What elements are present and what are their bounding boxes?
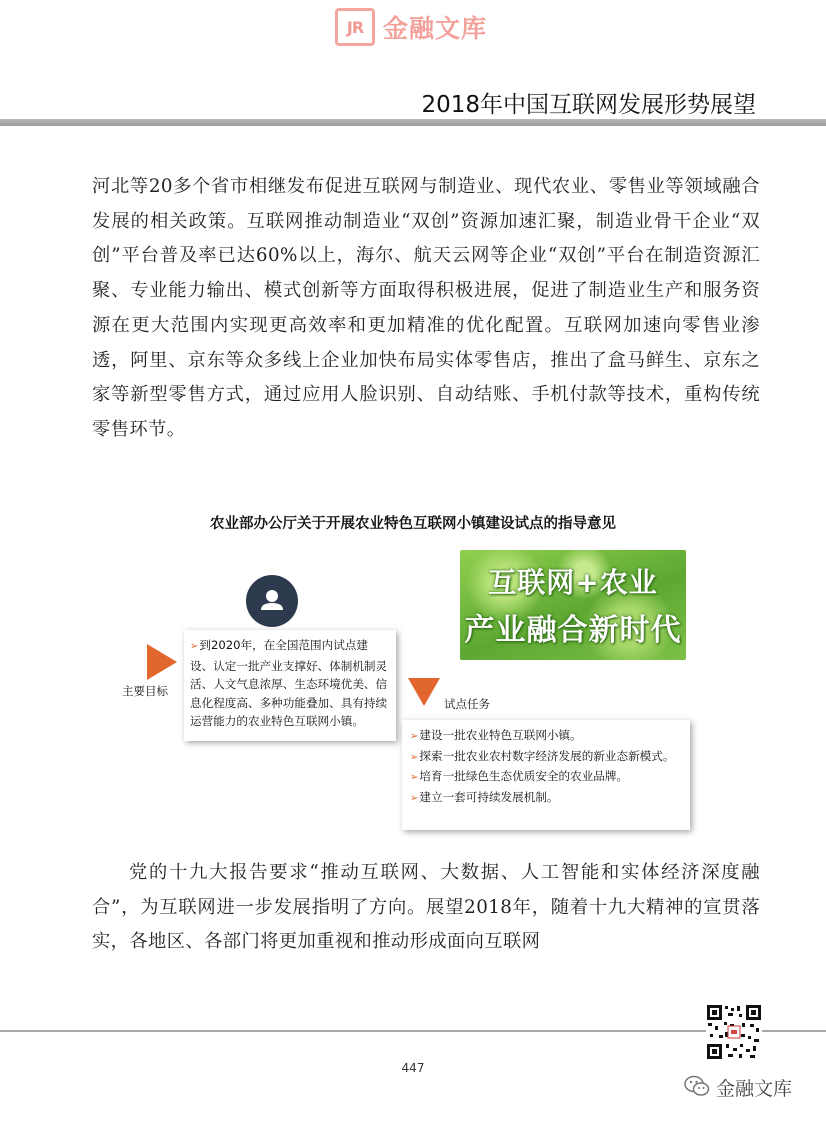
- body-paragraph-2: 党的十九大报告要求“推动互联网、大数据、人工智能和实体经济深度融合”，为互联网进一步发展指明了方向。展望2018年，随着十九大精神的宣贯落实，各地区、各部门将更加重视和推动形成面向互联网: [92, 862, 760, 953]
- wechat-account-name: 金融文库: [716, 1078, 793, 1100]
- goal-arrow-icon: [147, 644, 177, 680]
- bullet-icon: ➢: [410, 731, 419, 742]
- goal-label: 主要目标: [122, 684, 168, 698]
- figure-title: 农业部办公厅关于开展农业特色互联网小镇建设试点的指导意见: [210, 516, 616, 532]
- banner-line-2: 产业融合新时代: [464, 613, 682, 648]
- brand-name: 金融文库: [383, 14, 488, 43]
- bullet-icon: ➢: [410, 792, 419, 804]
- brand-logo: [335, 6, 487, 48]
- list-item: ➢培育一批绿色生态优质安全的农业品牌。: [410, 769, 629, 783]
- brand-logo-icon: JR: [335, 8, 375, 46]
- task-arrow-icon: [408, 678, 440, 706]
- list-item: ➢建立一套可持续发展机制。: [410, 789, 559, 804]
- body-paragraph-1: 河北等20多个省市相继发布促进互联网与制造业、现代农业、零售业等领域融合发展的相关政策。互联网推动制造业“双创”资源加速汇聚，制造业骨干企业“双创”平台普及率已达60%以上，海尔、航天云网等企业“双创”平台在制造资源汇聚、专业能力输出、模式创新等方面取得积极进展，促进了制造业生产和服务资源在更大范围内实现更高效率和更加精准的优化配置。互联网加速向零售业渗透，阿里、京东等众多线上企业加快布局实体零售店，推出了盒马鲜生、京东之家等新型零售方式，通过应用人脸识别、自动结账、手机付款等技术，重构传统零售环节。: [92, 176, 760, 440]
- list-item: ➢探索一批农业农村数字经济发展的新业态新模式。: [410, 748, 675, 763]
- task-label: 试点任务: [444, 697, 490, 711]
- page-number: 447: [401, 1061, 425, 1075]
- wechat-icon: [684, 1075, 710, 1101]
- footer-divider: [0, 1030, 826, 1032]
- bullet-icon: ➢: [410, 772, 419, 783]
- wechat-tag: [684, 1074, 792, 1101]
- person-icon: [246, 575, 298, 627]
- page-header-title: 2018年中国互联网发展形势展望: [421, 92, 756, 118]
- qr-code-icon: [706, 1004, 762, 1060]
- banner-line-1: 互联网+农业: [488, 566, 658, 599]
- list-item: ➢建设一批农业特色互联网小镇。: [410, 728, 582, 742]
- bullet-icon: ➢: [410, 751, 419, 763]
- bullet-icon: ➢: [190, 641, 199, 652]
- goal-text: 到2020年，在全国范围内试点建设、认定一批产业支撑好、体制机制灵活、人文气息浓厚、生态环境优美、信息化程度高、多种功能叠加、具有持续运营能力的农业特色互联网小镇。: [190, 638, 388, 728]
- goal-box: [184, 630, 396, 741]
- banner-image: [460, 550, 686, 660]
- header-divider: [0, 119, 826, 126]
- task-box: [402, 720, 690, 830]
